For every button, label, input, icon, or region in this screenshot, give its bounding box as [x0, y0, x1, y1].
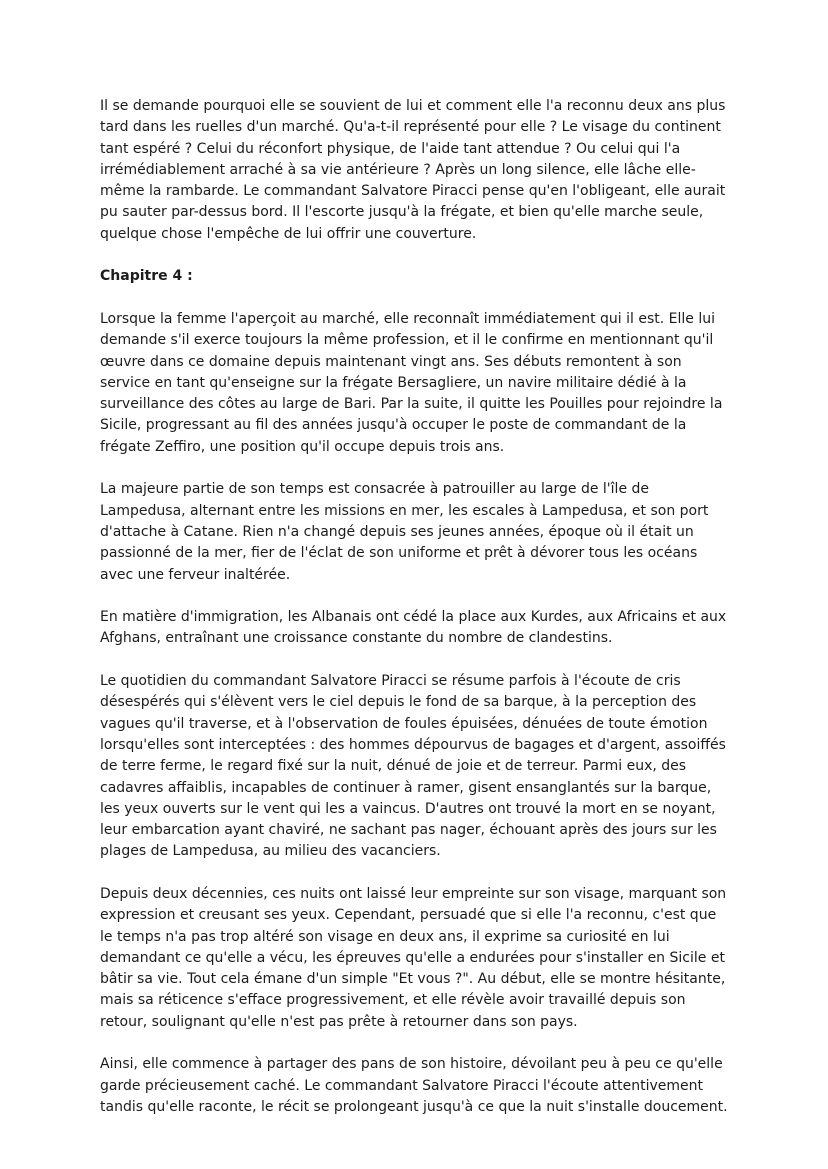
body-paragraph: La majeure partie de son temps est consacrée à patrouiller au large de l'île de Lampedusa, alternant entre les missions en mer, les escales à Lampedusa, et son port d'attache à Catane. Rien n'a changé depuis ses jeunes années, époque où il était un passionné de la mer, fier de l'éclat de son uniforme et prêt à dévorer tous les océans avec une ferveur inaltérée.	[100, 481, 709, 583]
body-paragraph: Lorsque la femme l'aperçoit au marché, elle reconnaît immédiatement qui il est. Elle lui demande s'il exerce toujours la même profession, et il le confirme en mentionnant qu'il œuvre dans ce domaine depuis maintenant vingt ans. Ses débuts remontent à son service en tant qu'enseigne sur la frégate Bersagliere, un navire militaire dédié à la surveillance des côtes au large de Bari. Par la suite, il quitte les Pouilles pour rejoindre la Sicile, progressant au fil des années jusqu'à occuper le poste de commandant de la frégate Zeffiro, une position qu'il occupe depuis trois ans.	[100, 310, 723, 455]
intro-paragraph: Il se demande pourquoi elle se souvient de lui et comment elle l'a reconnu deux ans plus tard dans les ruelles d'un marché. Qu'a-t-il représenté pour elle ? Le visage du continent tant espéré ? Celui du réconfort physique, de l'aide tant attendue ? Ou celui qui l'a irrémédiablement arraché à sa vie antérieure ? Après un long silence, elle lâche elle-même la rambarde. Le commandant Salvatore Piracci pense qu'en l'obligeant, elle aurait pu sauter par-dessus bord. Il l'escorte jusqu'à la frégate, et bien qu'elle marche seule, quelque chose l'empêche de lui offrir une couverture.	[100, 98, 726, 242]
body-paragraph: Ainsi, elle commence à partager des pans de son histoire, dévoilant peu à peu ce qu'elle garde précieusement caché. Le commandant Salvatore Piracci l'écoute attentivement tandis qu'elle raconte, le récit se prolongeant jusqu'à ce que la nuit s'installe doucement.	[100, 1056, 728, 1115]
body-paragraph: En matière d'immigration, les Albanais ont cédé la place aux Kurdes, aux Africains et aux Afghans, entraînant une croissance constante du nombre de clandestins.	[100, 609, 727, 647]
body-paragraph: Le quotidien du commandant Salvatore Piracci se résume parfois à l'écoute de cris désespérés qui s'élèvent vers le ciel depuis le fond de sa barque, à la perception des vagues qu'il traverse, et à l'observation de foules épuisées, dénuées de toute émotion lorsqu'elles sont interceptées : des hommes dépourvus de bagages et d'argent, assoiffés de terre ferme, le regard fixé sur la nuit, dénué de joie et de terreur. Parmi eux, des cadavres affaiblis, incapables de continuer à ramer, gisent ensanglantés sur la barque, les yeux ouverts sur le vent qui les a vaincus. D'autres ont trouvé la mort en se noyant, leur embarcation ayant chaviré, ne sachant pas nager, échouant après des jours sur les plages de Lampedusa, au milieu des vacanciers.	[100, 673, 726, 860]
document-page	[100, 96, 732, 1140]
body-paragraph: Depuis deux décennies, ces nuits ont laissé leur empreinte sur son visage, marquant son expression et creusant ses yeux. Cependant, persuadé que si elle l'a reconnu, c'est que le temps n'a pas trop altéré son visage en deux ans, il exprime sa curiosité en lui demandant ce qu'elle a vécu, les épreuves qu'elle a endurées pour s'installer en Sicile et bâtir sa vie. Tout cela émane d'un simple "Et vous ?". Au début, elle se montre hésitante, mais sa réticence s'efface progressivement, et elle révèle avoir travaillé depuis son retour, soulignant qu'elle n'est pas prête à retourner dans son pays.	[100, 885, 727, 1030]
chapter-heading: Chapitre 4 :	[100, 268, 193, 285]
